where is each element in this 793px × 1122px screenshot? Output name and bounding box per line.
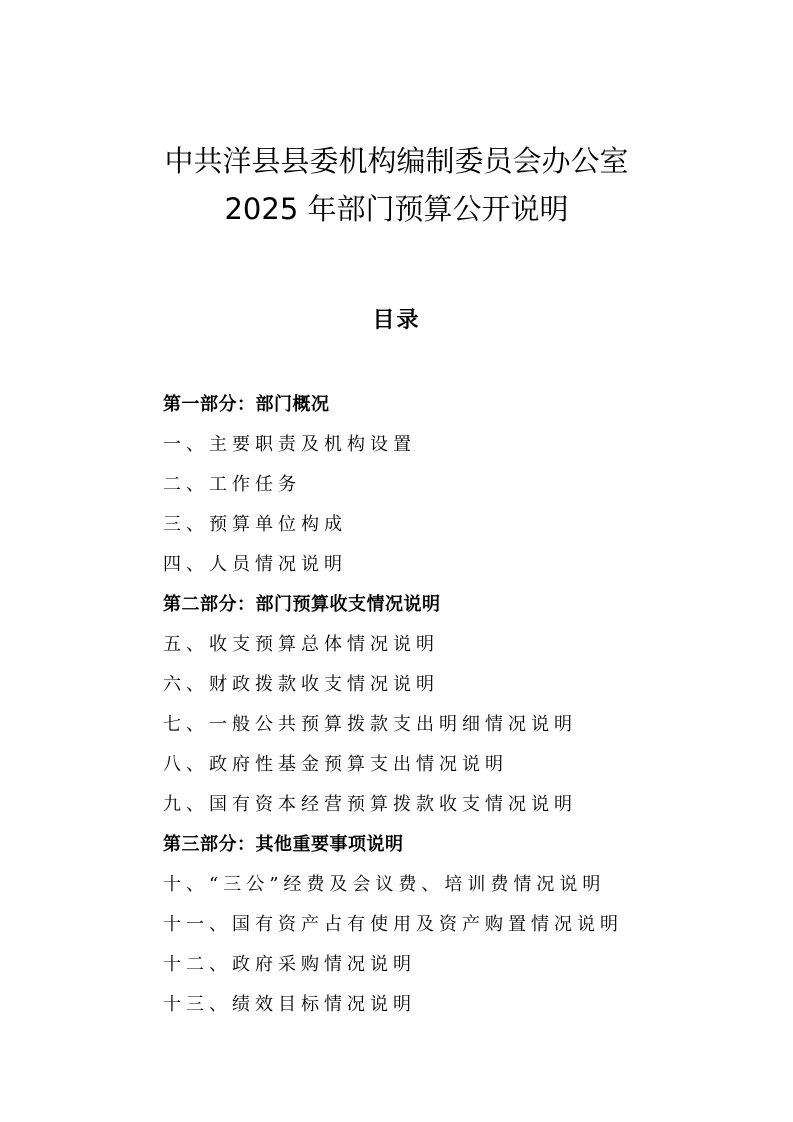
table-of-contents: [163, 385, 723, 1025]
toc-item: 三、预算单位构成: [163, 514, 347, 535]
toc-item: 二、工作任务: [163, 474, 301, 495]
toc-item: 五、收支预算总体情况说明: [163, 634, 439, 655]
toc-item: 一、主要职责及机构设置: [163, 434, 416, 455]
document-title: [0, 137, 793, 233]
toc-item: 四、人员情况说明: [163, 554, 347, 575]
toc-part-heading: 第三部分：其他重要事项说明: [163, 834, 404, 855]
toc-item: 六、财政拨款收支情况说明: [163, 674, 439, 695]
toc-item: 八、政府性基金预算支出情况说明: [163, 754, 508, 775]
toc-item: 十二、政府采购情况说明: [163, 954, 416, 975]
toc-item: 十、“三公”经费及会议费、培训费情况说明: [163, 874, 606, 895]
title-line-agency: 中共洋县县委机构编制委员会办公室: [164, 144, 629, 178]
toc-item: 十三、绩效目标情况说明: [163, 994, 416, 1015]
toc-item: 十一、国有资产占有使用及资产购置情况说明: [163, 914, 623, 935]
toc-item: 九、国有资本经营预算拨款收支情况说明: [163, 794, 577, 815]
toc-part-heading: 第二部分：部门预算收支情况说明: [163, 594, 441, 615]
title-line-report: 2025 年部门预算公开说明: [224, 192, 569, 226]
toc-item: 七、一般公共预算拨款支出明细情况说明: [163, 714, 577, 735]
toc-heading: 目录: [372, 308, 421, 333]
toc-part-heading: 第一部分：部门概况: [163, 394, 330, 415]
